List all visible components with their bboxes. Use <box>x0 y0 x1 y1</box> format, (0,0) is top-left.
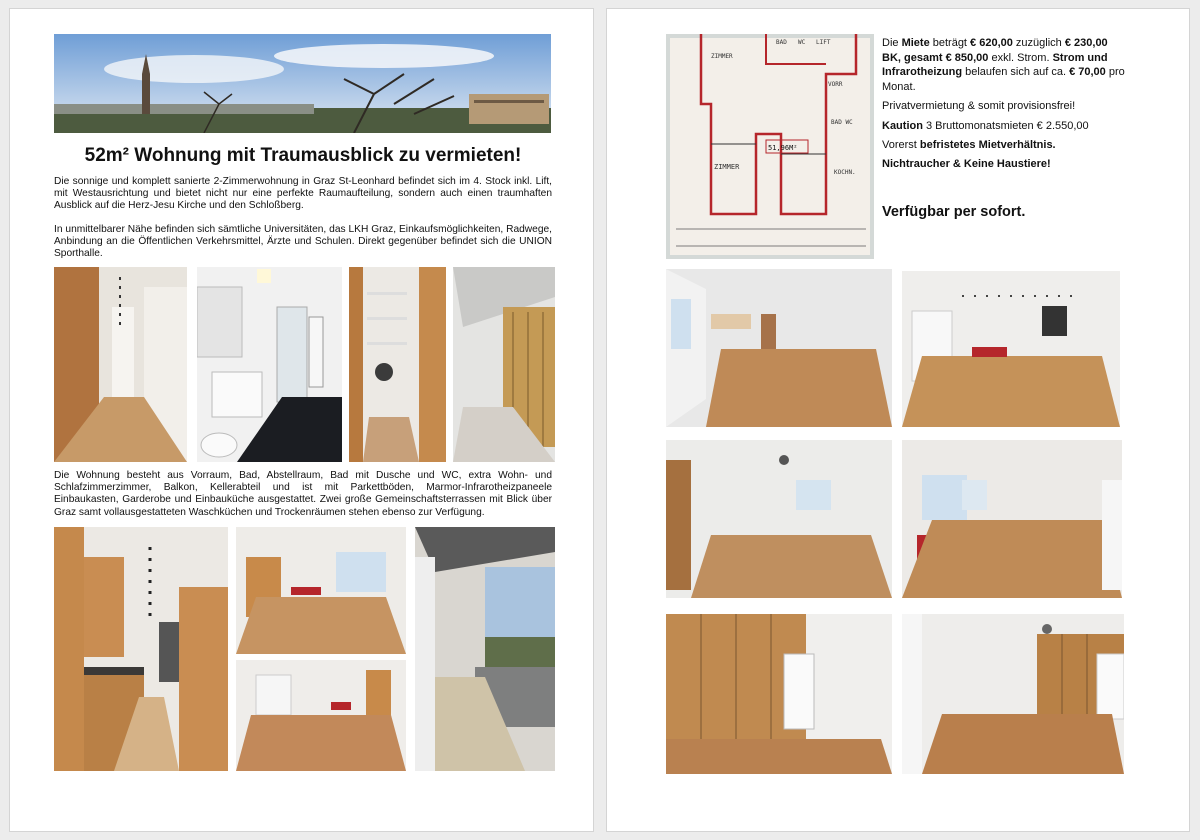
photo-living-room-2 <box>236 660 406 771</box>
photo-living-room-1 <box>236 527 406 654</box>
page-1 <box>9 8 594 832</box>
photo-storage-room <box>349 267 446 462</box>
floorplan-label-kochn: KOCHN. <box>834 169 856 176</box>
floorplan-label-zimmer: ZIMMER <box>714 163 740 171</box>
photo-kitchen <box>54 527 228 771</box>
availability: Verfügbar per sofort. <box>882 204 1026 220</box>
rent-info: Die Miete beträgt € 620,00 zuzüglich € 230,00 BK, gesamt € 850,00 exkl. Strom. Strom und Infrarotheizung belaufen sich auf ca. € 70,00 pro Monat. <box>882 37 1125 93</box>
floor-plan <box>666 34 874 259</box>
photo-room-2 <box>902 271 1120 427</box>
photo-room-1 <box>666 269 892 427</box>
floorplan-label-bad: BAD <box>776 39 787 46</box>
house-rules: Nichtraucher & Keine Haustiere! <box>882 158 1051 170</box>
photo-balcony-view <box>415 527 555 771</box>
photo-bedroom-wardrobe-2 <box>902 614 1124 774</box>
page-2 <box>606 8 1190 832</box>
panorama-photo <box>54 34 551 133</box>
page-title: 52m² Wohnung mit Traumausblick zu vermieten! <box>84 145 522 166</box>
photo-bathroom <box>197 267 342 462</box>
photo-room-3 <box>666 440 892 598</box>
commission-info: Privatvermietung & somit provisionsfrei! <box>882 100 1076 112</box>
photo-hallway <box>54 267 187 462</box>
lease-info: Vorerst befristetes Mietverhältnis. <box>882 139 1056 151</box>
deposit-info: Kaution 3 Bruttomonatsmieten € 2.550,00 <box>882 120 1089 132</box>
floorplan-label-vorr: VORR <box>828 81 843 88</box>
photo-room-4 <box>902 440 1122 598</box>
floorplan-label-zimmer-top: ZIMMER <box>711 53 733 60</box>
floorplan-label-wc: WC <box>798 39 806 46</box>
floorplan-label-area: 51,96M² <box>768 144 798 152</box>
description-paragraph-3: Die Wohnung besteht aus Vorraum, Bad, Abstellraum, Bad mit Dusche und WC, extra Wohn- und Schlafzimmerzimmer, Balkon, Kellerabteil und ist mit Parkettböden, Marmor-Infrarotheizpaneele Einbaukasten, Garderobe und Einbauküche ausgestattet. Zwei große Gemeinschaftsterrassen mit Blick über Graz samt vollausgestatteten Waschküchen und Trockenräumen stehen ebenso zur Verfügung. <box>54 470 552 518</box>
photo-bedroom-wardrobe-1 <box>666 614 892 774</box>
floorplan-label-lift: LIFT <box>816 39 831 46</box>
floorplan-label-bad-wc: BAD WC <box>831 119 853 126</box>
photo-balcony-wardrobe <box>453 267 555 462</box>
description-paragraph-1: Die sonnige und komplett sanierte 2-Zimmerwohnung in Graz St-Leonhard befindet sich im 4. Stock inkl. Lift, mit Westausrichtung und bietet nicht nur eine perfekte Raumaufteilung, sondern auch einen traumhaften Ausblick auf die Herz-Jesu Kirche und den Schloßberg. <box>54 176 552 212</box>
description-paragraph-2: In unmittelbarer Nähe befinden sich sämtliche Universitäten, das LKH Graz, Einkaufsmöglichkeiten, Radwege, Anbindung an die Öffentlichen Verkehrsmittel, Ärzte und Schulen. Direkt gegenüber befindet sich die UNION Sporthalle. <box>54 224 552 260</box>
